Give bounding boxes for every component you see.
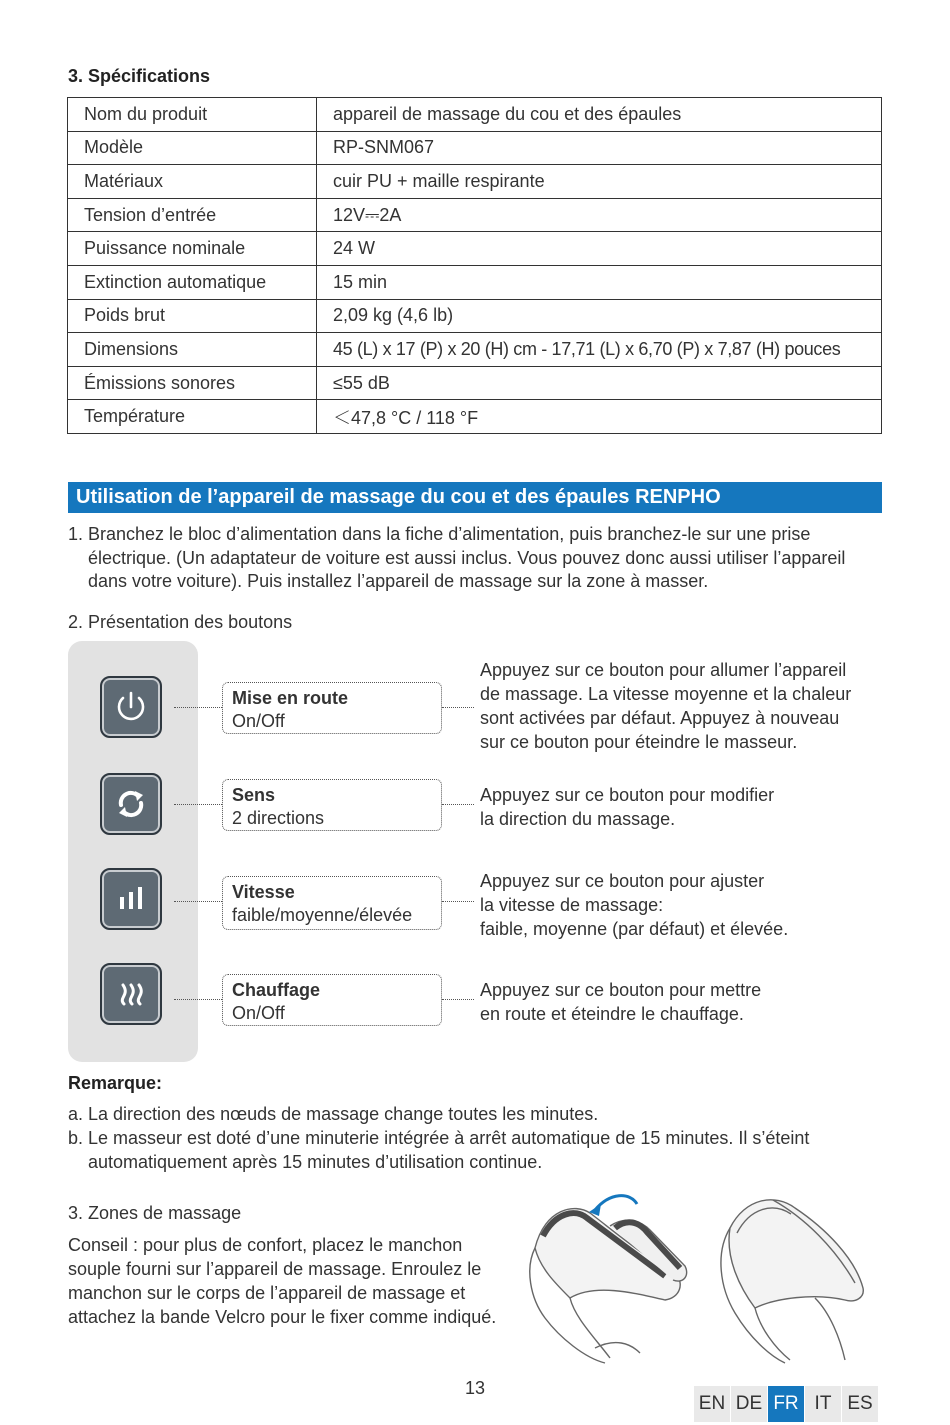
direction-icon	[110, 783, 152, 825]
spec-value: ＜47,8 °C / 118 °F	[317, 400, 882, 434]
spec-label: Tension d’entrée	[68, 198, 317, 232]
desc-direction	[480, 783, 774, 831]
spec-label: Poids brut	[68, 299, 317, 333]
table-row	[68, 131, 882, 165]
table-row	[68, 299, 882, 333]
speed-button[interactable]	[100, 868, 162, 930]
power-button[interactable]	[100, 676, 162, 738]
desc-power	[480, 658, 851, 754]
sleeve-illustration	[515, 1188, 890, 1366]
desc-line: Appuyez sur ce bouton pour allumer l’appareil	[480, 660, 847, 680]
lang-tab-it[interactable]: IT	[805, 1386, 841, 1422]
label-sub: On/Off	[232, 1003, 285, 1023]
page-number: 13	[464, 1378, 486, 1398]
step-1	[68, 523, 878, 594]
heat-button[interactable]	[100, 963, 162, 1025]
sleeve-wrap-drawing	[530, 1209, 687, 1363]
desc-line: Appuyez sur ce bouton pour modifier	[480, 785, 775, 805]
spec-value: appareil de massage du cou et des épaules	[317, 98, 882, 132]
table-row	[68, 232, 882, 266]
table-row	[68, 265, 882, 299]
spec-value: 2,09 kg (4,6 lb)	[317, 299, 882, 333]
connector-line	[442, 901, 474, 902]
specs-heading: 3. Spécifications	[68, 66, 211, 86]
desc-line: Appuyez sur ce bouton pour ajuster	[480, 871, 765, 891]
spec-label: Nom du produit	[68, 98, 317, 132]
spec-value: 12V⎓2A	[317, 198, 882, 232]
sleeve-covered-drawing	[721, 1200, 863, 1363]
spec-label: Modèle	[68, 131, 317, 165]
arrow-icon	[595, 1196, 637, 1210]
desc-line: la vitesse de massage:	[480, 895, 664, 915]
zones-title: 3. Zones de massage	[68, 1203, 242, 1223]
step-1-text: 1. Branchez le bloc d’alimentation dans la fiche d’alimentation, puis branchez-le sur une prise électrique. (Un adaptateur de voiture est aussi inclus. Vous pouvez donc aussi utiliser l’appareil dans votre voiture). Puis installez l’appareil de massage sur la zone à masser.	[68, 524, 846, 591]
lang-tab-es[interactable]: ES	[842, 1386, 878, 1422]
table-row	[68, 400, 882, 434]
specs-table	[67, 97, 882, 434]
remark-item: b. Le masseur est doté d’une minuterie intégrée à arrêt automatique de 15 minutes. Il s’éteint automatiquement après 15 minutes d’utilisation continue.	[68, 1128, 810, 1172]
remark-item: a. La direction des nœuds de massage change toutes les minutes.	[68, 1104, 599, 1124]
spec-value: 15 min	[317, 265, 882, 299]
connector-line	[442, 999, 474, 1000]
desc-line: sont activées par défaut. Appuyez à nouveau	[480, 708, 840, 728]
desc-line: sur ce bouton pour éteindre le masseur.	[480, 732, 798, 752]
speed-bars-icon	[110, 878, 152, 920]
desc-line: de massage. La vitesse moyenne et la chaleur	[480, 684, 852, 704]
connector-line	[174, 901, 222, 902]
label-sub: faible/moyenne/élevée	[232, 905, 413, 925]
label-sub: 2 directions	[232, 808, 325, 828]
label-title: Sens	[232, 785, 276, 805]
connector-line	[174, 804, 222, 805]
spec-value: 45 (L) x 17 (P) x 20 (H) cm - 17,71 (L) x 6,70 (P) x 7,87 (H) pouces	[317, 333, 882, 367]
lang-tab-en[interactable]: EN	[694, 1386, 730, 1422]
heat-icon	[110, 973, 152, 1015]
connector-line	[174, 999, 222, 1000]
label-sub: On/Off	[232, 711, 285, 731]
table-row	[68, 198, 882, 232]
step-2-title: 2. Présentation des boutons	[68, 612, 293, 632]
label-power	[222, 682, 442, 734]
spec-label: Puissance nominale	[68, 232, 317, 266]
spec-label: Dimensions	[68, 333, 317, 367]
label-title: Chauffage	[232, 980, 321, 1000]
table-row	[68, 98, 882, 132]
lang-tab-de[interactable]: DE	[731, 1386, 767, 1422]
power-icon	[110, 686, 152, 728]
label-title: Mise en route	[232, 688, 349, 708]
spec-label: Température	[68, 400, 317, 434]
desc-heat	[480, 978, 761, 1026]
desc-line: Appuyez sur ce bouton pour mettre	[480, 980, 762, 1000]
connector-line	[442, 804, 474, 805]
remark-list	[68, 1102, 868, 1174]
spec-value: ≤55 dB	[317, 366, 882, 400]
desc-line: en route et éteindre le chauffage.	[480, 1004, 744, 1024]
table-row	[68, 165, 882, 199]
spec-label: Extinction automatique	[68, 265, 317, 299]
label-title: Vitesse	[232, 882, 295, 902]
connector-line	[442, 707, 474, 708]
spec-value: RP-SNM067	[317, 131, 882, 165]
label-heat	[222, 974, 442, 1026]
desc-line: la direction du massage.	[480, 809, 676, 829]
connector-line	[174, 707, 222, 708]
lang-tab-fr[interactable]: FR	[768, 1386, 804, 1422]
spec-label: Matériaux	[68, 165, 317, 199]
spec-label: Émissions sonores	[68, 366, 317, 400]
spec-value: 24 W	[317, 232, 882, 266]
desc-line: faible, moyenne (par défaut) et élevée.	[480, 919, 789, 939]
label-direction	[222, 779, 442, 831]
table-row	[68, 366, 882, 400]
label-speed	[222, 876, 442, 930]
zones-tip: Conseil : pour plus de confort, placez le manchon souple fourni sur l’appareil de massage. Enroulez le manchon sur le corps de l’appareil de massage et attachez la bande Velcro pour le fixer comme indiqué.	[68, 1235, 497, 1327]
remark-title: Remarque:	[68, 1073, 163, 1093]
section-banner: Utilisation de l’appareil de massage du cou et des épaules RENPHO	[68, 482, 882, 513]
table-row	[68, 333, 882, 367]
spec-value: cuir PU + maille respirante	[317, 165, 882, 199]
direction-button[interactable]	[100, 773, 162, 835]
desc-speed	[480, 869, 788, 941]
